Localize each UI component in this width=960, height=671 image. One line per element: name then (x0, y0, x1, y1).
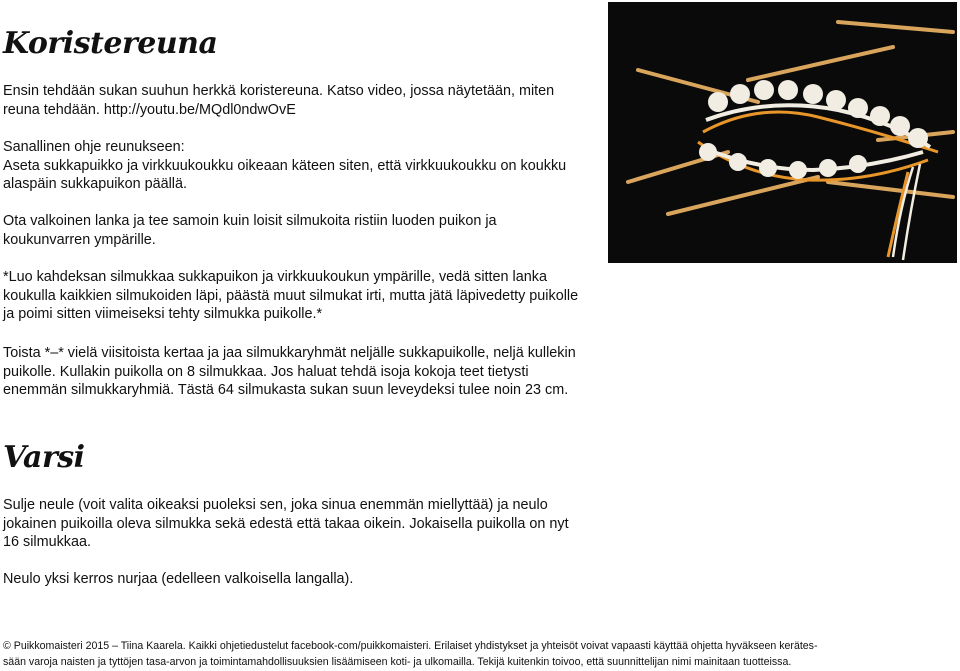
picot (708, 92, 728, 112)
knitting-photo (608, 2, 957, 263)
footer (3, 638, 957, 670)
footer-line-1: © Puikkomaisteri 2015 – Tiina Kaarela. Kaikki ohjetiedustelut facebook-com/puikkomaisteri. Erilaiset yhdistykset ja yhteisöt voivat vapaasti käyttää ohjetta hyväkseen kerätes- (3, 640, 818, 652)
intro-paragraph: Ensin tehdään sukan suuhun herkkä koristereuna. Katso video, jossa näytetään, miten reuna tehdään. http://youtu.be/MQdl0ndwOvE (3, 83, 555, 118)
footer-line-2: sään varoja naisten ja tyttöjen tasa-arvon ja toimintamahdollisuuksien lisäämiseen koti- ja ulkomailla. Tekijä kuitenkin toivoo, että suunnittelijan nimi mainitaan tuotteissa. (3, 656, 792, 668)
picot (778, 80, 798, 100)
varsi-join-paragraph: Sulje neule (voit valita oikeaksi puoleksi sen, joka sinua enemmän miellyttää) ja neulo jokainen puikoilla oleva silmukka sekä edestä että takaa oikein. Jokaisella puikolla on nyt 16 silmukkaa. (3, 497, 569, 550)
picot (754, 80, 774, 100)
section-title-varsi: Varsi (3, 440, 85, 475)
picot (803, 84, 823, 104)
step-repeat-block: *Luo kahdeksan silmukkaa sukkapuikon ja virkkuukoukun ympärille, vedä sitten lanka koukulla kaikkien silmukoiden läpi, päästä muut silmukat irti, mutta jätä läpivedetty puikolle ja poimi sitten viimeiseksi tehty silmukka puikolle.* (3, 269, 579, 322)
picot (730, 84, 750, 104)
instructions-block (3, 138, 585, 194)
step-white-yarn: Ota valkoinen lanka ja tee samoin kuin loisit silmukoita ristiin luoden puikon ja koukunvarren ympärille. (3, 213, 497, 248)
instructions-text: Aseta sukkapuikko ja virkkuukoukku oikeaan käteen siten, että virkkuukoukku on koukku alaspäin sukkapuikon päällä. (3, 157, 567, 192)
step-repeat-count: Toista *–* vielä viisitoista kertaa ja jaa silmukkaryhmät neljälle sukkapuikolle, neljä kullekin puikolle. Kullakin puikolla on 8 silmukkaa. Jos haluat tehdä isoja kokoja teet tietysti enemmän silmukkaryhmiä. Tästä 64 silmukasta sukan suun leveydeksi tulee noin 23 cm. (3, 345, 576, 398)
varsi-round-paragraph: Neulo yksi kerros nurjaa (edelleen valkoisella langalla). (3, 571, 354, 587)
knitting-illustration (608, 2, 957, 263)
section-title-koristereuna: Koristereuna (3, 26, 218, 61)
instructions-heading: Sanallinen ohje reunukseen: (3, 139, 185, 155)
